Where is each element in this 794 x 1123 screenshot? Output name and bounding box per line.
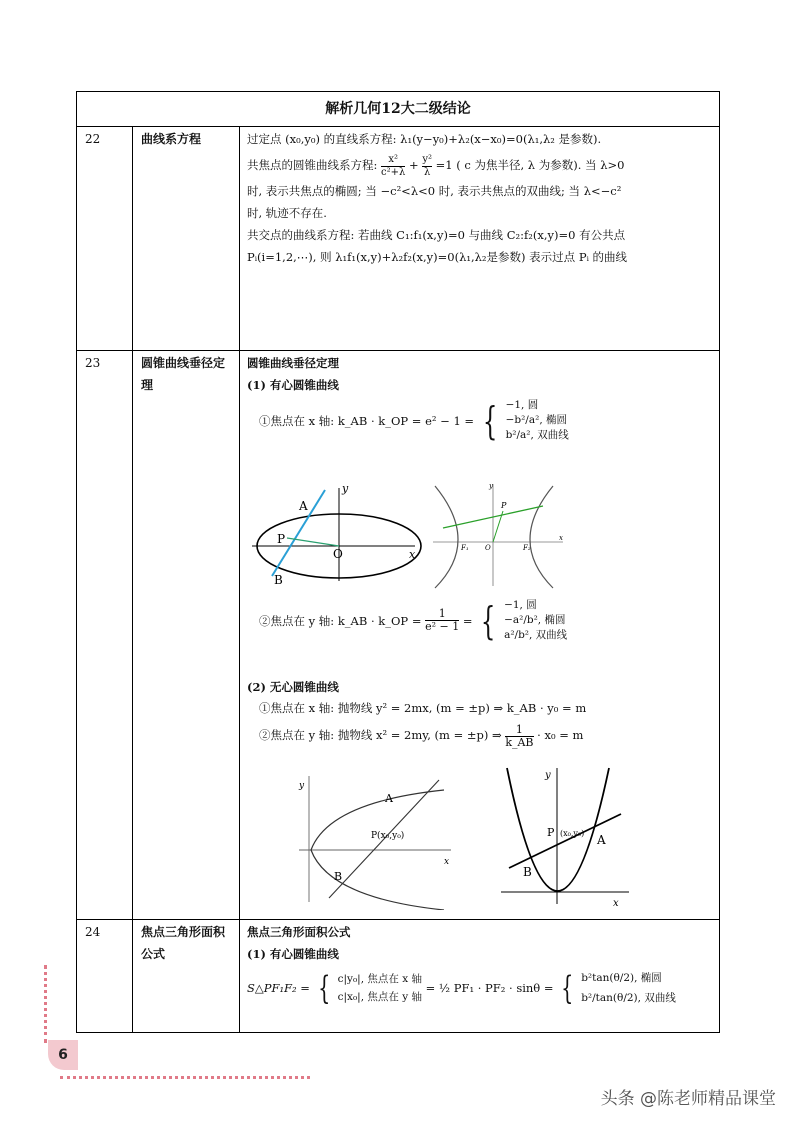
label-Pxy: P(x₀,y₀) xyxy=(371,831,405,841)
cofocal-tail: =1 ( c 为焦半径, λ 为参数). 当 λ>0 xyxy=(435,158,625,172)
watermark: 头条 @陈老师精品课堂 xyxy=(600,1089,776,1109)
line-no-locus: 时, 轨迹不存在. xyxy=(247,206,327,220)
label-B: B xyxy=(523,865,532,879)
col-divider xyxy=(132,126,133,1032)
label-P: P xyxy=(547,826,555,839)
cases-a: c|y₀|, 焦点在 x 轴 c|x₀|, 焦点在 y 轴 xyxy=(337,973,422,1003)
label-A: A xyxy=(385,792,393,805)
brace-icon: { xyxy=(482,398,498,443)
label-O: O xyxy=(333,547,343,561)
label-y: y xyxy=(299,781,305,791)
label-F2: F₂ xyxy=(523,544,531,552)
row-divider xyxy=(77,126,719,127)
fraction-y: $\frac{\text{y²}}{\lambda}$ xyxy=(422,153,432,178)
brace-icon: { xyxy=(317,969,330,1007)
brace-icon: { xyxy=(561,969,574,1007)
formula-left: S△PF₁F₂ = xyxy=(247,981,310,995)
row-name: 焦点三角形面积公式 xyxy=(141,925,226,961)
page-number: 6 xyxy=(48,1040,78,1070)
parabola-y-line xyxy=(259,720,583,750)
row-number: 23 xyxy=(85,356,101,370)
hyperbola-figure xyxy=(429,478,569,590)
label-y: y xyxy=(342,482,349,495)
row-divider xyxy=(77,919,719,920)
case1-left: ①焦点在 x 轴: k_AB · k_OP = e² − 1 = xyxy=(259,413,475,428)
table-title: 解析几何12大二级结论 xyxy=(325,101,471,117)
case-focus-y xyxy=(259,598,567,643)
row-heading: 圆锥曲线垂径定理 xyxy=(247,356,339,370)
label-x: x xyxy=(559,534,563,542)
row-name: 曲线系方程 xyxy=(141,132,202,146)
label-B: B xyxy=(334,870,343,883)
sub-heading: (1) 有心圆锥曲线 xyxy=(247,378,339,392)
label-x: x xyxy=(409,548,416,561)
formula-mid: = ½ PF₁ · PF₂ · sinθ = xyxy=(425,981,554,995)
label-A: A xyxy=(299,499,308,513)
row-number: 22 xyxy=(85,132,101,146)
decorative-dots-vertical xyxy=(44,965,47,1043)
line-common-point: 共交点的曲线系方程: 若曲线 C₁:f₁(x,y)=0 与曲线 C₂:f₂(x,y)=0 有公共点 xyxy=(247,228,626,242)
label-O: O xyxy=(485,544,491,552)
label-A: A xyxy=(597,833,606,847)
brace-icon: { xyxy=(481,598,496,643)
parabola-x-line: ①焦点在 x 轴: 抛物线 y² = 2mx, (m = ±p) ⇒ k_AB · y₀ = m xyxy=(259,701,587,715)
fraction-x: $\frac{\text{x²}}{\text{c²+λ}}$ xyxy=(381,153,406,178)
row-22-content xyxy=(247,128,715,268)
ellipse-figure xyxy=(247,476,427,586)
focal-area-formula xyxy=(247,968,676,1008)
label-x: x xyxy=(613,898,619,909)
cases-b: b²tan(θ/2), 椭圆 b²/tan(θ/2), 双曲线 xyxy=(581,972,676,1004)
line-cofocal xyxy=(247,150,715,180)
label-B: B xyxy=(274,573,283,586)
case2-left: ②焦点在 y 轴: k_AB · k_OP = xyxy=(259,613,422,628)
line-direct-system: 过定点 (x₀,y₀) 的直线系方程: λ₁(y−y₀)+λ₂(x−x₀)=0(λ₁,λ₂ 是参数). xyxy=(247,132,602,146)
row-name: 圆锥曲线垂径定理 xyxy=(141,356,226,392)
p2-left: ②焦点在 y 轴: 抛物线 x² = 2my, (m = ±p) ⇒ xyxy=(259,728,502,742)
label-P: P xyxy=(501,501,507,510)
line-curve-family: Pᵢ(i=1,2,⋯), 则 λ₁f₁(x,y)+λ₂f₂(x,y)=0(λ₁,λ₂是参数) 表示过点 Pᵢ 的曲线 xyxy=(247,250,628,264)
decorative-dots-horizontal xyxy=(60,1076,310,1079)
parabola-x-figure xyxy=(289,770,459,910)
row-number: 24 xyxy=(85,925,101,939)
line-cofocal-cont: 时, 表示共焦点的椭圆; 当 −c²<λ<0 时, 表示共焦点的双曲线; 当 λ<−c² xyxy=(247,184,622,198)
case2-fraction: $\frac{1}{\text{e² − 1}}$ xyxy=(425,607,460,633)
plus-sign: + xyxy=(409,158,419,172)
label-P: P xyxy=(277,532,286,546)
label-F1: F₁ xyxy=(461,544,469,552)
cofocal-label: 共焦点的圆锥曲线系方程: xyxy=(247,158,378,172)
sub-heading: (2) 无心圆锥曲线 xyxy=(247,680,339,694)
case1-options: −1, 圆 −b²/a², 椭圆 b²/a², 双曲线 xyxy=(505,399,569,441)
row-divider xyxy=(77,350,719,351)
label-y: y xyxy=(489,482,493,490)
col-divider xyxy=(239,126,240,1032)
p2-right: · x₀ = m xyxy=(537,728,584,742)
case2-options: −1, 圆 −a²/b², 椭圆 a²/b², 双曲线 xyxy=(504,599,568,641)
label-y: y xyxy=(545,770,551,781)
case-focus-x xyxy=(259,398,569,443)
p2-fraction: $\frac{1}{k\_AB}$ xyxy=(505,722,534,749)
parabola-y-figure xyxy=(497,764,637,912)
equals-sign: = xyxy=(462,613,473,628)
sub-heading: (1) 有心圆锥曲线 xyxy=(247,947,339,961)
label-x: x xyxy=(444,857,450,867)
conclusion-table xyxy=(76,91,720,1033)
label-Pxy: (x₀,y₀) xyxy=(560,829,585,838)
row-heading: 焦点三角形面积公式 xyxy=(247,925,351,939)
